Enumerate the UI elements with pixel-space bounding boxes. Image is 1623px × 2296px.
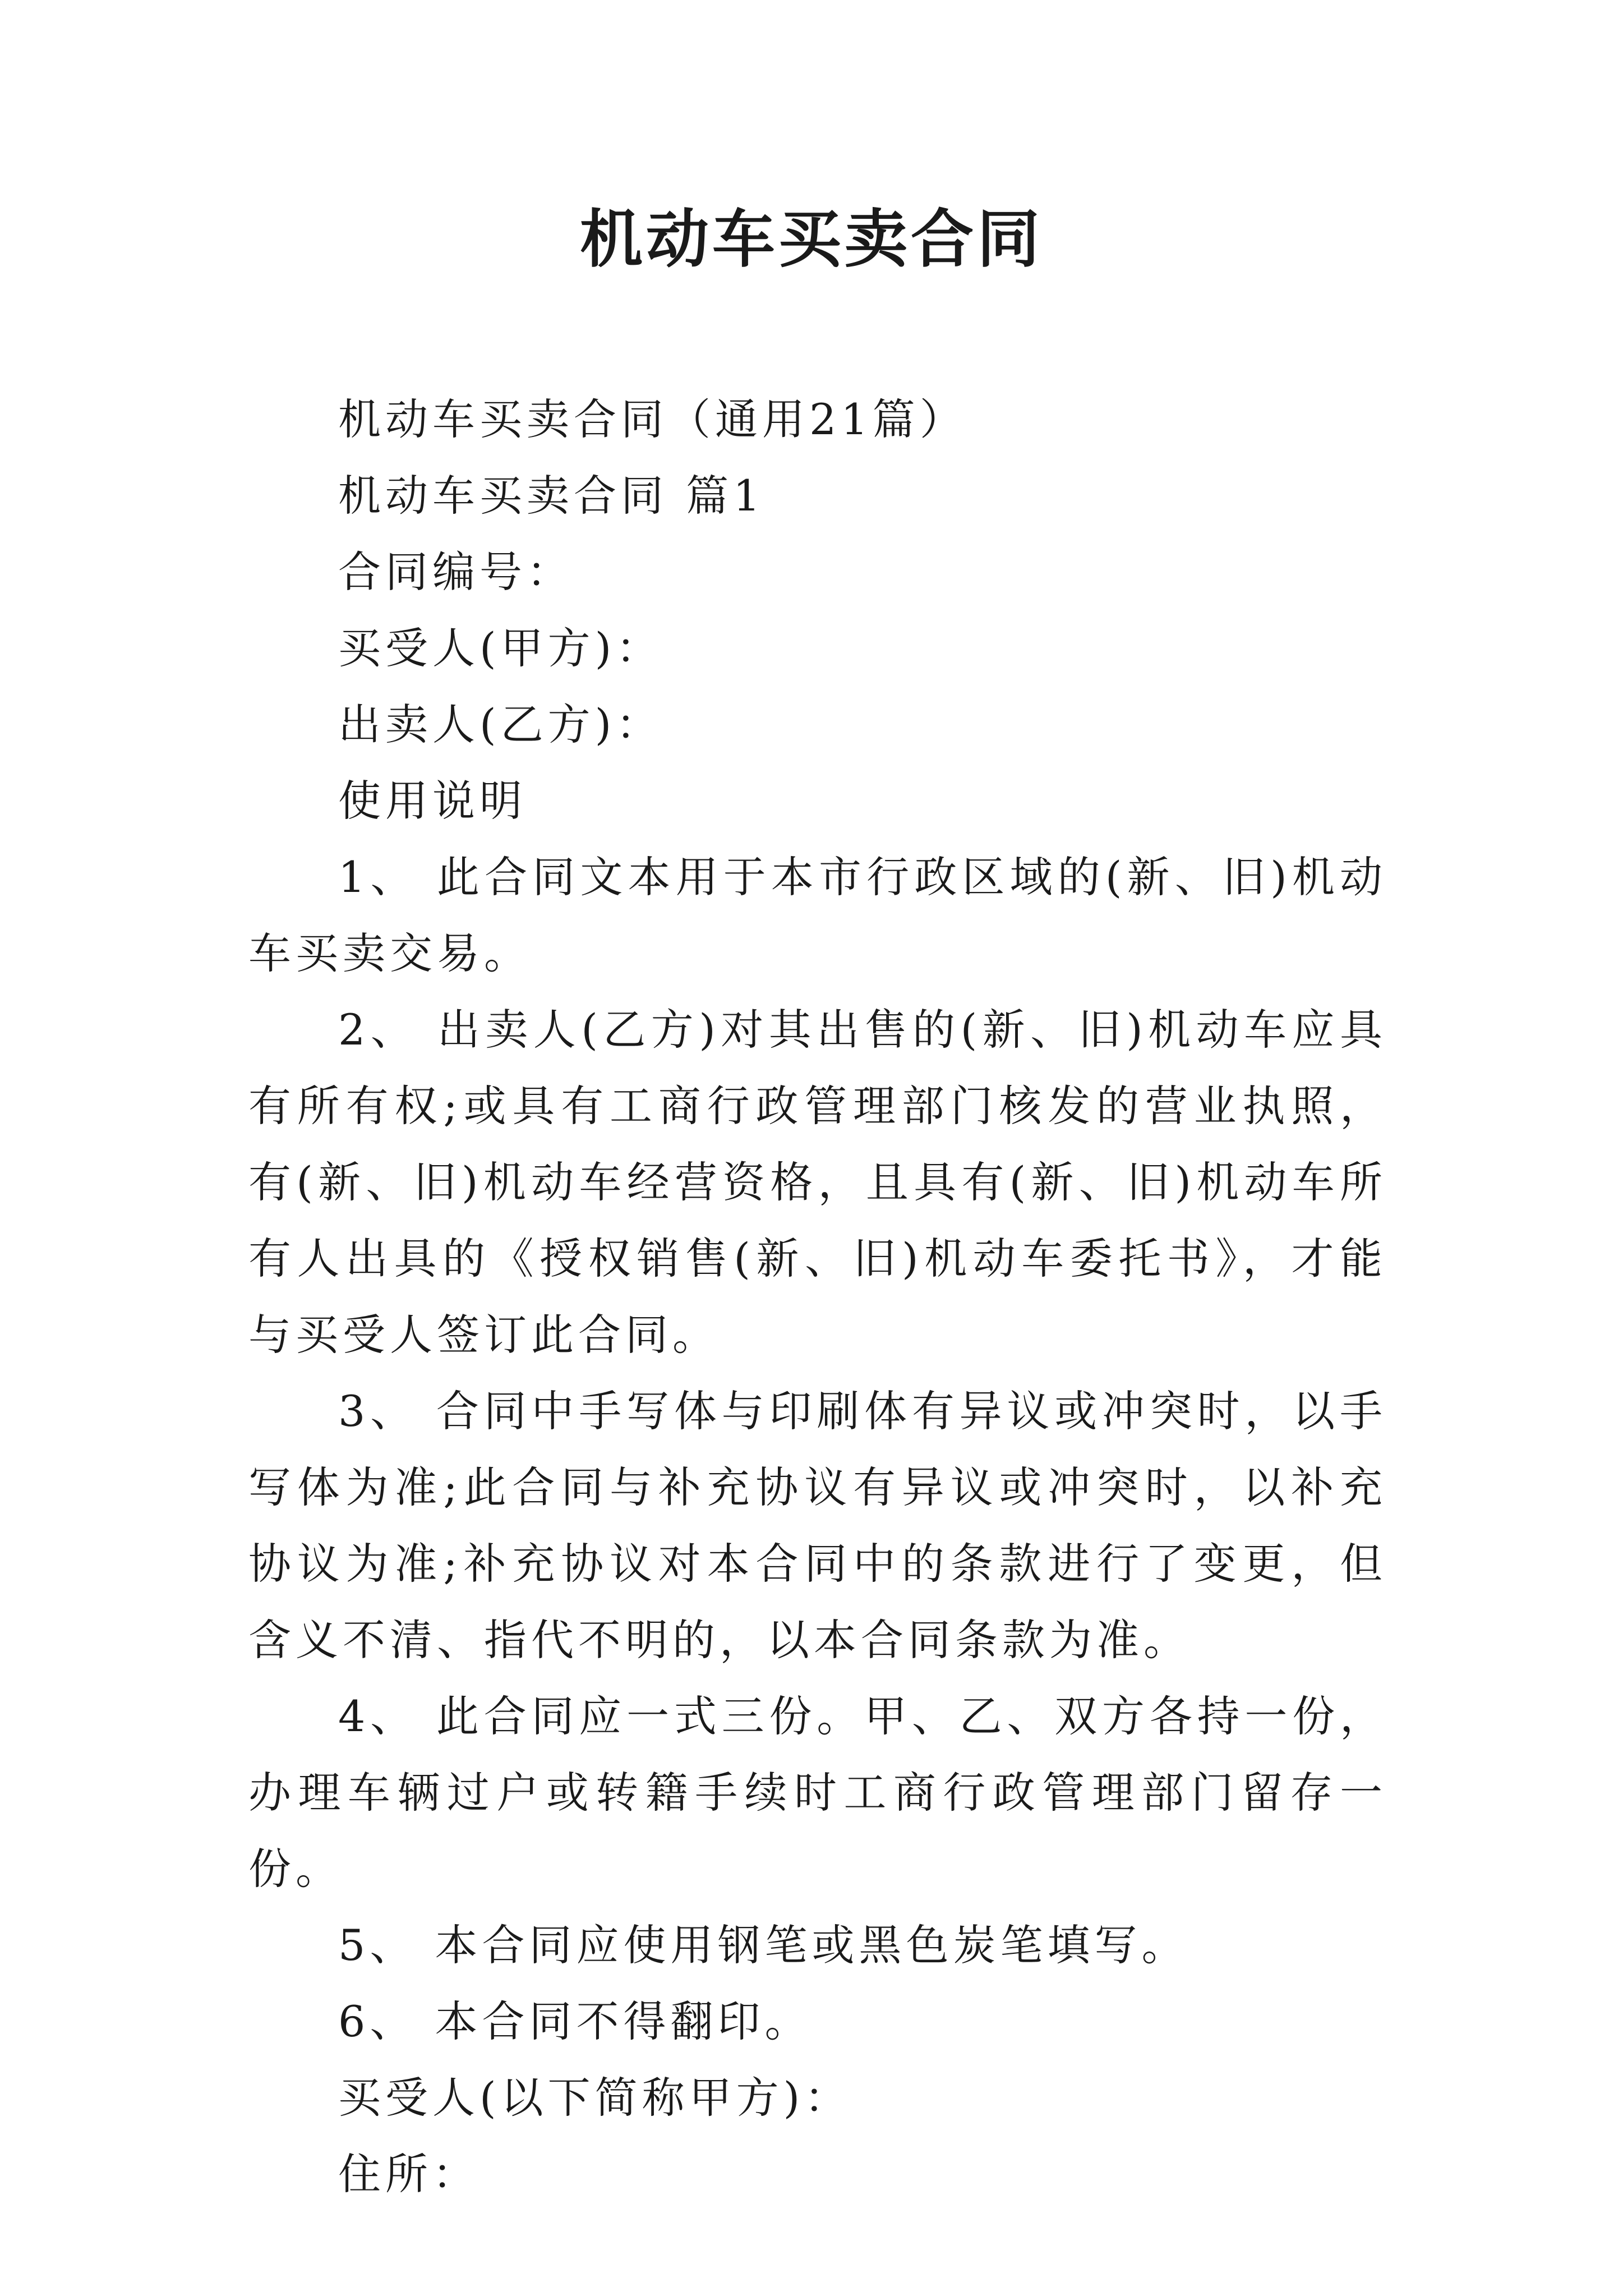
paragraph-item-1: 1、 此合同文本用于本市行政区域的(新、旧)机动车买卖交易。 (248, 852, 1387, 978)
paragraph-address: 住所： (338, 2149, 479, 2199)
paragraph-item-2: 2、 出卖人(乙方)对其出售的(新、旧)机动车应具有所有权;或具有工商行政管理部门核发的营业执照，有(新、旧)机动车经营资格，且具有(新、旧)机动车所有人出具的《授权销售(新、旧)机动车委托书》，才能与买受人签订此合同。 (248, 1005, 1387, 1360)
paragraph-item-6: 6、 本合同不得翻印。 (338, 1996, 812, 2046)
paragraph-item-3: 3、 合同中手写体与印刷体有异议或冲突时，以手写体为准;此合同与补充协议有异议或冲突时，以补充协议为准;补充协议对本合同中的条款进行了变更，但含义不清、指代不明的，以本合同条款为准。 (248, 1386, 1387, 1665)
paragraph-item-4: 4、 此合同应一式三份。甲、乙、双方各持一份，办理车辆过户或转籍手续时工商行政管理部门留存一份。 (248, 1691, 1387, 1894)
paragraph-heading: 机动车买卖合同（通用21篇） (338, 394, 967, 444)
paragraph-buyer: 买受人(甲方)： (338, 623, 663, 673)
document-body (248, 381, 1387, 2212)
paragraph-buyer-short: 买受人(以下简称甲方)： (338, 2073, 852, 2123)
document-title: 机动车买卖合同 (580, 203, 1043, 276)
paragraph-instructions-heading: 使用说明 (338, 776, 527, 826)
paragraph-item-5: 5、 本合同应使用钢笔或黑色炭笔填写。 (338, 1920, 1189, 1970)
paragraph-contract-number: 合同编号： (338, 547, 574, 597)
paragraph-part-title: 机动车买卖合同 篇1 (338, 471, 765, 521)
paragraph-seller: 出卖人(乙方)： (338, 700, 663, 749)
